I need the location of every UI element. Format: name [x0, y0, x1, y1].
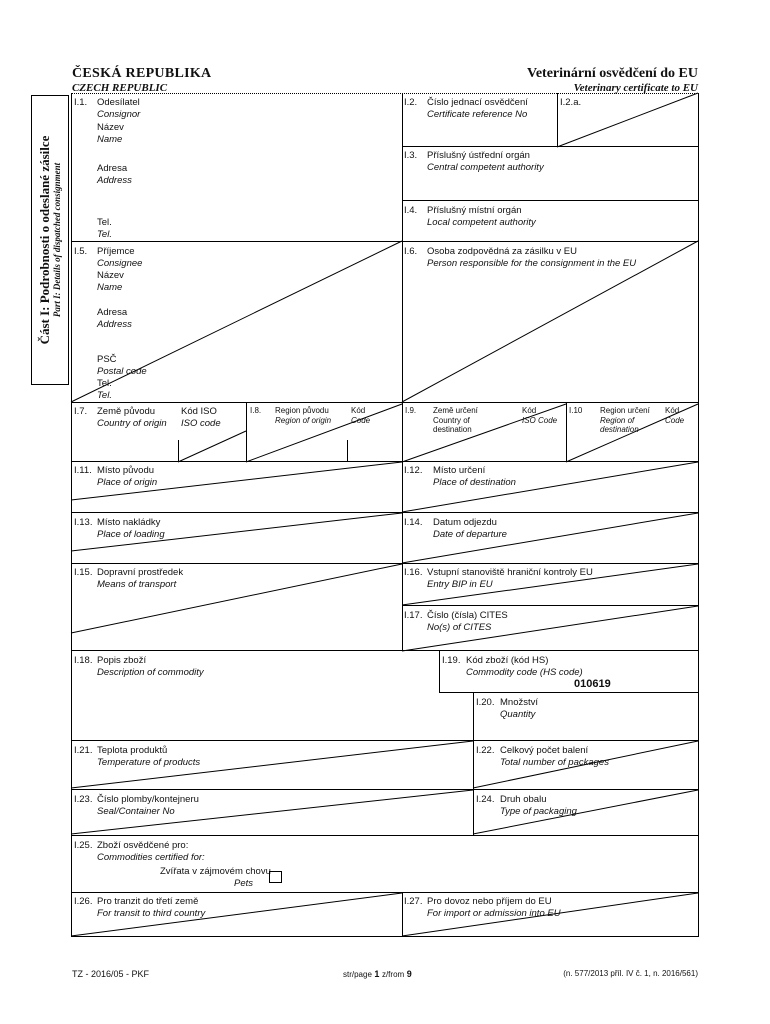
- packaging-type-field[interactable]: [500, 794, 577, 817]
- consignor-label-en: Consignor: [97, 108, 141, 120]
- import-cz: Pro dovoz nebo příjem do EU: [427, 896, 552, 907]
- place-dest-cz: Místo určení: [433, 465, 486, 476]
- page-total: 9: [406, 969, 412, 979]
- box-i9-number: I.9.: [405, 406, 417, 415]
- box-i10-number: I.10: [569, 406, 583, 415]
- box-i4-number: I.4.: [404, 205, 418, 216]
- country-title-en: CZECH REPUBLIC: [72, 82, 168, 94]
- temperature-cz: Teplota produktů: [97, 745, 168, 756]
- country-origin-cz: Země původu: [97, 406, 156, 417]
- local-authority-cz: Příslušný místní orgán: [427, 205, 522, 216]
- box-i7-number: I.7.: [74, 406, 88, 417]
- cites-number-field[interactable]: [427, 610, 508, 633]
- box-i22-number: I.22.: [476, 745, 495, 756]
- place-loading-cz: Místo nakládky: [97, 517, 161, 528]
- legal-reference: (n. 577/2013 příl. IV č. 1, n. 2016/561): [563, 969, 698, 978]
- consignee-name-en: Name: [97, 281, 123, 293]
- origin-iso-code-field[interactable]: [181, 406, 221, 429]
- entry-bip-en: Entry BIP in EU: [427, 578, 493, 590]
- box-i1-number: I.1.: [74, 97, 88, 108]
- box-i18-number: I.18.: [74, 655, 93, 666]
- responsible-person-en: Person responsible for the consignment in the EU: [427, 257, 637, 269]
- consignee-psc-cz: PSČ: [97, 354, 117, 365]
- central-authority-cz: Příslušný ústřední orgán: [427, 150, 530, 161]
- pets-checkbox[interactable]: [269, 871, 282, 883]
- consignee-tel-en: Tel.: [97, 389, 112, 401]
- box-i2-number: I.2.: [404, 97, 418, 108]
- region-origin-cz: Region původu: [275, 406, 329, 415]
- region-dest-en2: destination: [600, 425, 639, 434]
- box-i8-number: I.8.: [250, 406, 262, 415]
- quantity-field[interactable]: [500, 697, 538, 720]
- seal-cz: Číslo plomby/kontejneru: [97, 794, 199, 805]
- consignor-tel-field[interactable]: [97, 217, 112, 240]
- destination-iso-code-field[interactable]: [522, 406, 557, 425]
- country-origin-en: Country of origin: [97, 417, 167, 429]
- origin-iso-cz: Kód ISO: [181, 406, 217, 417]
- consignor-name-cz: Název: [97, 122, 124, 133]
- consignee-address-en: Address: [97, 318, 132, 330]
- transit-en: For transit to third country: [97, 907, 206, 919]
- box-i11-number: I.11.: [74, 465, 92, 476]
- cites-cz: Číslo (čísla) CITES: [427, 610, 508, 621]
- consignee-tel-field[interactable]: [97, 378, 112, 401]
- country-of-origin-field[interactable]: [97, 406, 167, 429]
- side-label-sub: Part I: Details of dispatched consignment: [52, 162, 62, 318]
- packaging-en: Type of packaging: [500, 805, 577, 817]
- import-admission-field[interactable]: [427, 896, 561, 919]
- region-origin-en: Region of origin: [275, 415, 332, 425]
- region-origin-kod-cz: Kód: [351, 406, 366, 415]
- commodity-code-cz: Kód zboží (kód HS): [466, 655, 549, 666]
- dest-iso-en: ISO Code: [522, 415, 558, 425]
- box-i21-number: I.21.: [74, 745, 93, 756]
- packages-en: Total number of packages: [500, 756, 609, 768]
- consignee-psc-en: Postal code: [97, 365, 147, 377]
- dest-iso-cz: Kód: [522, 406, 537, 415]
- box-i25-number: I.25.: [74, 840, 93, 851]
- place-origin-en: Place of origin: [97, 476, 158, 488]
- quantity-en: Quantity: [500, 708, 536, 720]
- origin-iso-en: ISO code: [181, 417, 221, 429]
- consignor-address-en: Address: [97, 174, 132, 186]
- total-packages-field[interactable]: [500, 745, 609, 768]
- country-dest-en1: Country of: [433, 415, 470, 425]
- consignee-postal-field[interactable]: [97, 354, 147, 377]
- box-i5-consignee[interactable]: [97, 246, 142, 269]
- region-dest-kod-en: Code: [665, 415, 685, 425]
- consignor-name-field[interactable]: [97, 122, 124, 145]
- box-i13-number: I.13.: [74, 517, 93, 528]
- consignee-address-cz: Adresa: [97, 307, 128, 318]
- responsible-person-cz: Osoba zodpovědná za zásilku v EU: [427, 246, 577, 257]
- box-i3-number: I.3.: [404, 150, 418, 161]
- country-title-cz: ČESKÁ REPUBLIKA: [72, 66, 212, 81]
- consignor-tel-en: Tel.: [97, 228, 112, 240]
- departure-en: Date of departure: [433, 528, 507, 540]
- page-indicator: [343, 969, 412, 979]
- place-origin-cz: Místo původu: [97, 465, 155, 476]
- central-authority-en: Central competent authority: [427, 161, 544, 173]
- box-i19-number: I.19.: [442, 655, 461, 666]
- consignor-address-field[interactable]: [97, 163, 132, 186]
- box-i17-number: I.17.: [404, 610, 423, 621]
- consignee-label-en: Consignee: [97, 257, 143, 269]
- certificate-title-en: Veterinary certificate to EU: [573, 82, 698, 94]
- box-i2a-number: I.2.a.: [560, 97, 582, 108]
- consignee-name-cz: Název: [97, 270, 124, 281]
- cites-en: No(s) of CITES: [427, 621, 492, 633]
- commodity-desc-cz: Popis zboží: [97, 655, 147, 666]
- region-origin-code-field[interactable]: [351, 406, 370, 425]
- transport-en: Means of transport: [97, 578, 177, 590]
- certified-for-label: [97, 840, 205, 863]
- country-dest-en2: destination: [433, 425, 472, 434]
- consignor-tel-cz: Tel.: [97, 217, 112, 228]
- transport-cz: Dopravní prostředek: [97, 567, 184, 578]
- country-dest-cz: Země určení: [433, 406, 478, 415]
- region-origin-kod-en: Code: [351, 415, 371, 425]
- packages-cz: Celkový počet balení: [500, 745, 589, 756]
- page-number: 1: [374, 969, 380, 979]
- consignor-address-cz: Adresa: [97, 163, 128, 174]
- region-dest-kod-cz: Kód: [665, 406, 680, 415]
- box-i14-number: I.14.: [404, 517, 423, 528]
- means-of-transport-field[interactable]: [97, 567, 183, 590]
- departure-cz: Datum odjezdu: [433, 517, 497, 528]
- consignee-name-field[interactable]: [97, 270, 124, 293]
- region-dest-code-field[interactable]: [665, 406, 684, 425]
- pets-en: Pets: [233, 877, 253, 889]
- cert-ref-en: Certificate reference No: [427, 108, 528, 120]
- consignee-address-field[interactable]: [97, 307, 132, 330]
- box-i27-number: I.27.: [404, 896, 423, 907]
- box-i15-number: I.15.: [74, 567, 93, 578]
- country-of-destination-field[interactable]: [433, 406, 478, 435]
- responsible-person-field[interactable]: [427, 246, 636, 269]
- place-dest-en: Place of destination: [433, 476, 516, 488]
- certified-for-cz: Zboží osvědčené pro:: [97, 840, 189, 851]
- region-dest-en1: Region of: [600, 415, 635, 425]
- temperature-en: Temperature of products: [97, 756, 201, 768]
- date-of-departure-field[interactable]: [433, 517, 507, 540]
- box-i6-number: I.6.: [404, 246, 418, 257]
- box-i16-number: I.16.: [404, 567, 423, 578]
- box-i1-consignor[interactable]: [97, 97, 140, 120]
- quantity-cz: Množství: [500, 697, 539, 708]
- certificate-title-cz: Veterinární osvědčení do EU: [527, 66, 698, 81]
- consignee-tel-cz: Tel.: [97, 378, 112, 389]
- description-of-commodity-field[interactable]: [97, 655, 204, 678]
- box-i26-number: I.26.: [74, 896, 93, 907]
- seal-container-field[interactable]: [97, 794, 199, 817]
- local-authority-field[interactable]: [427, 205, 536, 228]
- consignee-label-cz: Příjemce: [97, 246, 135, 257]
- box-i23-number: I.23.: [74, 794, 93, 805]
- commodity-code-field[interactable]: [466, 655, 583, 678]
- place-of-loading-field[interactable]: [97, 517, 165, 540]
- place-of-origin-field[interactable]: [97, 465, 157, 488]
- seal-en: Seal/Container No: [97, 805, 175, 817]
- form-code: TZ - 2016/05 - PKF: [72, 969, 150, 979]
- cert-ref-cz: Číslo jednací osvědčení: [427, 97, 528, 108]
- certified-for-en: Commodities certified for:: [97, 851, 205, 863]
- page-pre: str/page: [343, 970, 372, 979]
- entry-bip-field[interactable]: [427, 567, 593, 590]
- import-en: For import or admission into EU: [427, 907, 561, 919]
- commodity-desc-en: Description of commodity: [97, 666, 204, 678]
- transit-cz: Pro tranzit do třetí země: [97, 896, 199, 907]
- region-of-destination-field[interactable]: [600, 406, 650, 435]
- commodity-code-value[interactable]: 010619: [574, 678, 611, 690]
- pets-cz: Zvířata v zájmovém chovu: [160, 866, 271, 877]
- consignor-name-en: Name: [97, 133, 123, 145]
- consignor-label-cz: Odesílatel: [97, 97, 140, 108]
- commodity-code-en: Commodity code (HS code): [466, 666, 583, 678]
- region-of-origin-field[interactable]: [275, 406, 331, 425]
- transit-third-country-field[interactable]: [97, 896, 205, 919]
- box-i5-number: I.5.: [74, 246, 88, 257]
- box-i12-number: I.12.: [404, 465, 423, 476]
- box-i20-number: I.20.: [476, 697, 495, 708]
- local-authority-en: Local competent authority: [427, 216, 536, 228]
- entry-bip-cz: Vstupní stanoviště hraniční kontroly EU: [427, 567, 593, 578]
- central-authority-field[interactable]: [427, 150, 544, 173]
- side-label-main: Část I: Podrobnosti o odeslané zásilce: [37, 135, 52, 345]
- place-loading-en: Place of loading: [97, 528, 165, 540]
- region-dest-cz: Region určení: [600, 406, 650, 415]
- packaging-cz: Druh obalu: [500, 794, 547, 805]
- pets-option-label: [160, 866, 271, 889]
- place-of-destination-field[interactable]: [433, 465, 516, 488]
- certificate-reference-field[interactable]: [427, 97, 528, 120]
- box-i24-number: I.24.: [476, 794, 495, 805]
- temperature-field[interactable]: [97, 745, 200, 768]
- page-mid: z/from: [381, 970, 405, 979]
